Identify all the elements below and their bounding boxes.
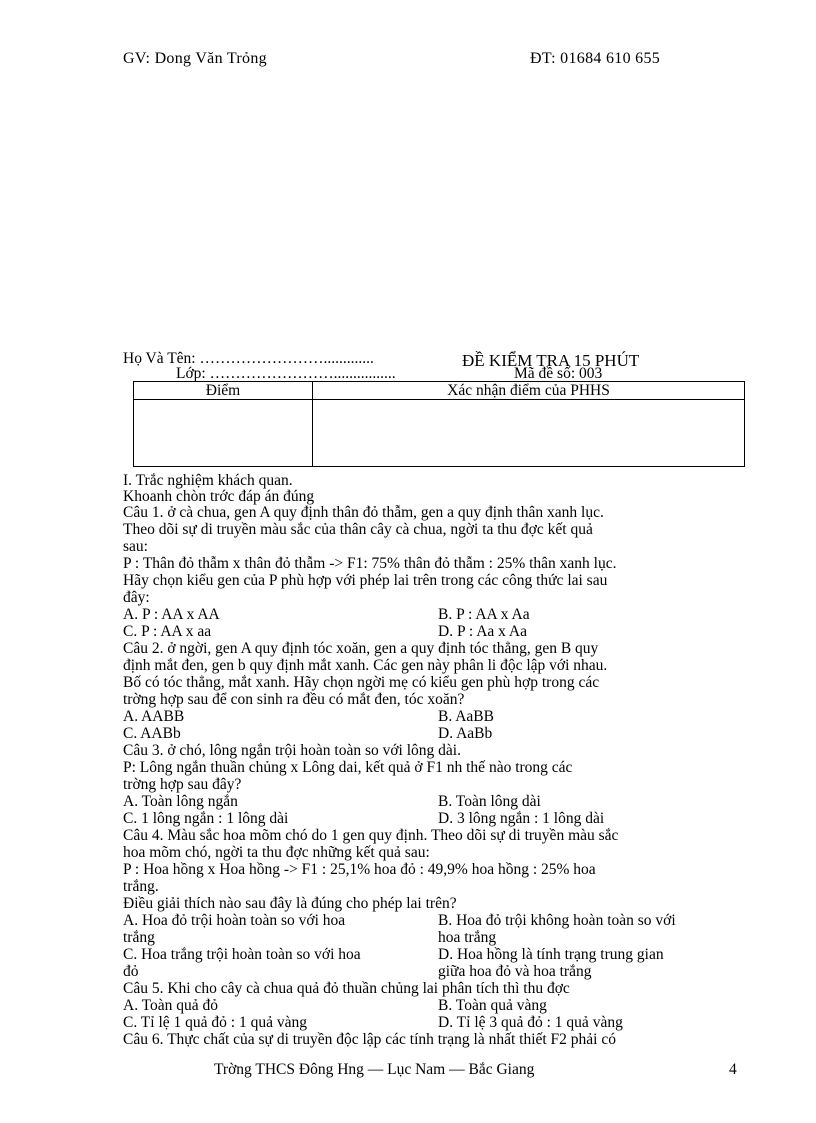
exam-code: Mã đề số: 003 bbox=[514, 365, 603, 382]
question-4-option-c: C. Hoa trắng trội hoàn toàn so với hoa bbox=[123, 946, 361, 963]
question-2-option-d: D. AaBb bbox=[438, 725, 493, 742]
question-2-option-b: B. AaBB bbox=[438, 708, 494, 725]
question-1-line: đây: bbox=[123, 589, 150, 606]
page-number: 4 bbox=[729, 1061, 737, 1078]
parent-confirmation-column-header: Xác nhận điểm của PHHS bbox=[313, 382, 745, 400]
question-2-line: Câu 2. ở ngời, gen A quy định tóc xoăn, gen a quy định tóc thẳng, gen B quy bbox=[123, 640, 599, 657]
student-name-field: Họ Và Tên: ……………………............. bbox=[123, 350, 374, 367]
question-1-line: sau: bbox=[123, 538, 148, 555]
footer-school: Trờng THCS Đông Hng — Lục Nam — Bắc Giang bbox=[214, 1061, 535, 1078]
question-3-option-b: B. Toàn lông dài bbox=[438, 793, 541, 810]
question-1-option-d: D. P : Aa x Aa bbox=[438, 623, 527, 640]
question-5-option-d: D. Tỉ lệ 3 quả đỏ : 1 quả vàng bbox=[438, 1014, 623, 1031]
question-4-option-c-cont: đỏ bbox=[123, 963, 139, 980]
question-1-option-a: A. P : AA x AA bbox=[123, 606, 220, 623]
question-4-line: hoa mõm chó, ngời ta thu đợc những kết quả sau: bbox=[123, 844, 430, 861]
score-column-header: Điểm bbox=[134, 382, 313, 400]
teacher-phone: ĐT: 01684 610 655 bbox=[530, 50, 661, 67]
question-2-line: Bố có tóc thẳng, mắt xanh. Hãy chọn ngời mẹ có kiểu gen phù hợp trong các bbox=[123, 674, 600, 691]
question-6-line: Câu 6. Thực chất của sự di truyền độc lập các tính trạng là nhất thiết F2 phải có bbox=[123, 1031, 616, 1048]
question-4-line: Điều giải thích nào sau đây là đúng cho phép lai trên? bbox=[123, 895, 457, 912]
question-3-line: P: Lông ngắn thuần chủng x Lông dai, kết quả ở F1 nh thế nào trong các bbox=[123, 759, 573, 776]
question-2-option-c: C. AABb bbox=[123, 725, 181, 742]
question-4-option-b-cont: hoa trắng bbox=[438, 929, 497, 946]
teacher-name: GV: Dong Văn Trỏng bbox=[123, 50, 267, 67]
question-3-option-c: C. 1 lông ngắn : 1 lông dài bbox=[123, 810, 289, 827]
question-4-line: Câu 4. Màu sắc hoa mõm chó do 1 gen quy định. Theo dõi sự di truyền màu sắc bbox=[123, 827, 619, 844]
parent-confirmation-cell bbox=[313, 400, 745, 467]
question-3-line: Câu 3. ở chó, lông ngắn trội hoàn toàn so với lông dài. bbox=[123, 742, 461, 759]
score-cell bbox=[134, 400, 313, 467]
question-1-option-c: C. P : AA x aa bbox=[123, 623, 212, 640]
question-4-line: P : Hoa hồng x Hoa hồng -> F1 : 25,1% hoa đỏ : 49,9% hoa hồng : 25% hoa bbox=[123, 861, 596, 878]
question-3-option-a: A. Toàn lông ngắn bbox=[123, 793, 238, 810]
question-2-option-a: A. AABB bbox=[123, 708, 185, 725]
question-4-option-d-cont: giữa hoa đỏ và hoa trắng bbox=[438, 963, 592, 980]
section-heading: I. Trắc nghiệm khách quan. bbox=[123, 472, 293, 489]
question-4-option-a-cont: trắng bbox=[123, 929, 155, 946]
question-2-line: trờng hợp sau để con sinh ra đều có mắt đen, tóc xoăn? bbox=[123, 691, 465, 708]
question-4-option-d: D. Hoa hồng là tính trạng trung gian bbox=[438, 946, 664, 963]
instruction: Khoanh chòn trớc đáp án đúng bbox=[123, 488, 315, 505]
question-4-option-a: A. Hoa đỏ trội hoàn toàn so với hoa bbox=[123, 912, 346, 929]
student-class-field: Lớp: ……………………................ bbox=[176, 365, 396, 382]
question-5-option-a: A. Toàn quả đỏ bbox=[123, 997, 219, 1014]
question-1-line: Câu 1. ở cà chua, gen A quy định thân đỏ thẫm, gen a quy định thân xanh lục. bbox=[123, 504, 604, 521]
question-5-option-c: C. Tỉ lệ 1 quả đỏ : 1 quả vàng bbox=[123, 1014, 307, 1031]
question-3-option-d: D. 3 lông ngắn : 1 lông dài bbox=[438, 810, 605, 827]
exam-title: ĐỀ KIỂM TRA 15 PHÚT bbox=[462, 351, 640, 370]
question-1-line: Hãy chọn kiểu gen của P phù hợp với phép lai trên trong các công thức lai sau bbox=[123, 572, 608, 589]
question-5-option-b: B. Toàn quả vàng bbox=[438, 997, 547, 1014]
question-5-line: Câu 5. Khi cho cây cà chua quả đỏ thuần chủng lai phân tích thì thu đợc bbox=[123, 980, 570, 997]
question-1-line: Theo dõi sự di truyền màu sắc của thân cây cà chua, ngời ta thu đợc kết quả bbox=[123, 521, 593, 538]
question-1-line: P : Thân đỏ thẫm x thân đỏ thẫm -> F1: 75% thân đỏ thẫm : 25% thân xanh lục. bbox=[123, 555, 617, 572]
question-4-option-b: B. Hoa đỏ trội không hoàn toàn so với bbox=[438, 912, 676, 929]
question-2-line: định mắt đen, gen b quy định mắt xanh. Các gen này phân li độc lập với nhau. bbox=[123, 657, 608, 674]
question-1-option-b: B. P : AA x Aa bbox=[438, 606, 530, 623]
question-3-line: trờng hợp sau đây? bbox=[123, 776, 242, 793]
score-table bbox=[133, 381, 745, 467]
question-4-line: trắng. bbox=[123, 878, 159, 895]
